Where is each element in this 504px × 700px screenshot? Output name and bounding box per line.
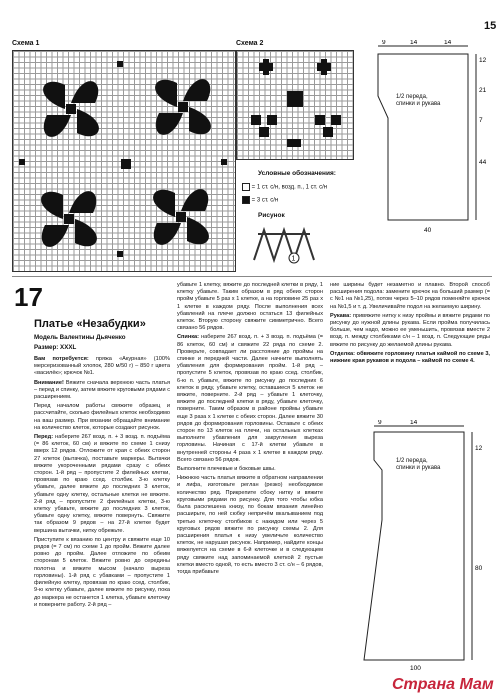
size-line: Размер: XXXL [34,344,77,351]
article-title: Платье «Незабудки» [34,318,146,330]
scheme2-motifs [237,51,353,159]
scheme1-label: Схема 1 [12,40,40,47]
dim-top-2: 14 [410,40,418,46]
dim-top-3: 14 [444,40,452,46]
section-divider [12,276,492,277]
dim-right-4: 44 [479,159,487,166]
front-finish-text: убавьте 1 клетку, вяжите до последней клетки в ряду, 1 клетку убавьте. Таким образом в ряд обеих сторон пройм убавьте 5 раз х 1 клетке, а на горловине 25 раз х 1 клетке в каждом ряду. После выполнения всех убавлений на плече должно остаться 13 филейных клеток. Вторую сторону свяжите симметрично. Всего связано 56 рядов. [177,282,323,332]
dim-right-1: 12 [479,57,487,64]
drawing-label: Рисунок [258,212,285,219]
dim-right-2: 80 [475,565,483,572]
seams-text: Выполните плечевые и боковые швы. [177,466,276,473]
flower-motifs [13,51,235,271]
empty-cell-icon [242,183,250,191]
front-text-cont: Приступите к вязанию по центру и свяжите еще 10 рядов (= 7 см) по схеме 1 до пройм. Вяжите далее ровно до пройм. Далее отложите по обеим сторонам 5 клеток. Вяжите ровно до середины полотна и вяжите мысом (начало выреза горловины). 1-й ряд с убавками – пропустите 1 филейную клетку, провязав по краю ссед. столбик, 9-ю клетку убавьте, далее вяжите по рисунку, пока до маркера не останется 1 клетка, убавьте клеточку и поверните работу. 2-й ряд – [34,536,170,608]
drawing-marker: 1 [291,255,296,263]
legend-item-2 [242,196,278,204]
front-heading: Перед: [34,434,54,441]
legend-title: Условные обозначения: [258,170,336,177]
pattern-bottom-label: 1/2 переда, спинки и рукава [396,458,441,471]
legend-item-1-text: = 1 ст. с/н, возд. п., 1 ст. с/н [251,184,328,191]
materials-heading: Вам потребуется: [34,356,89,362]
dim-top-2: 14 [410,420,418,426]
filled-cell-icon [242,196,250,204]
dim-right-3: 7 [479,117,483,124]
attention-text: Вяжите сначала верхнюю часть платья – перед и спинку, затем вяжите круговыми рядами с расширением. [34,379,170,401]
text-column-2 [177,282,323,578]
back-heading: Спинка: [177,334,200,341]
hem-text: ние ширины будет незаметно и плавно. Второй способ расширения подола: замените крючок на больший размер (= с №1 на №1,25), потом через 5–10 рядов поменяйте крючок на №1,5 и т. д. Увеличивайте подол на желаемую ширину. [330,282,490,310]
skirt-text: Нижнюю часть платья вяжите в обратном направлении и лифа, изготовьте реглан (резко) необходимое количество ряд. Прикрепите сбоку нитку и вяжите круговыми рядами по рисунку. Для того чтобы юбка была расклешена книзу, по бокам вязания линейно расширьте, по ней сюбку непричём вкалыванием под третью клеточку столбиков с накидом или через 5 круговых рядов вяжите по рисунку схемы 2. Для расширения платья к низу увеличьте количество клеток, не нарушая рисунок. Например, найдите концы вяжелуется на схеме в 6-й клеточке и в следующем ряду свяжите над запоминаемой клеткой 2 пустые клетки вместо одной, то есть вместо 3 ст. с/н – 6 рядов, тогда прибавьте [177,475,323,575]
model-author: Модель Валентины Дьяченко [34,334,126,341]
stitch-drawing [250,220,330,266]
scheme2-label: Схема 2 [236,40,264,47]
article-number: 17 [14,282,43,312]
legend-item-1 [242,183,327,191]
pattern-top [360,40,495,240]
text-column-3 [330,282,490,367]
pattern-top-label: 1/2 переда, спинки и рукава [396,94,441,107]
materials-text: пряжа «Акурная» (100% мерсеризованный хлопок, 280 м/50 г) – 850 г цвета «василёк»; крючок №1. [34,356,170,377]
dim-right-2: 21 [479,87,487,94]
scheme2-chart [236,50,354,160]
legend-item-2-text: = 3 ст. с/н [251,197,279,204]
sleeves-text: привяжите нитку к низу проймы и вяжите рядами по рисунку до нужной длины рукава. Если пройма получилась больше, чем надо, можно ее уменьшить, провязав вместе 2 возд. п. между столбиками с/н – 1 возд. п. Следующие ряды вяжите по рисунку до желаемой длины рукава. [330,312,490,348]
front-text: наберите 267 возд. п. + 3 возд. п. подъёма (= 86 клеток, 60 см) и вяжите по схеме 1 снизу вверх 12 рядов. Отложите от края с обеих сторон 27 клеток (вытачка), поставьте маркеры. Вытачки вяжите укороченными рядами сразу с обеих сторон. 1-й ряд – пропустите 2 филейных клетки, провязав по краю ссед. столбик. 3-ю клетку убавьте, далее вяжите до последних 3 клеток, убавьте одну клетку, остальные клетки не вяжите. 2-й ряд – пропустите 2 филейных клетки, 3-ю клетку убавьте, вяжите до последних 3 клеток, убавьте одну клетку, вяжите повернуть. Свяжите так образом 9 рядов – на 27-й клетке будет вершина вытачки, нитку обрежьте. [34,434,171,534]
page-number: 15 [484,20,497,32]
watermark: Страна Мам [392,676,494,693]
finishing-text: Отделка: обвяжите горловину платья каймой по схеме 3, нижние края рукавов и подола – каймой по схеме 4. [330,350,490,365]
dim-top-1: 9 [378,420,382,426]
dim-bottom: 100 [410,665,421,670]
sleeves-heading: Рукава: [330,312,352,319]
scheme1-chart [12,50,236,272]
dim-right-1: 12 [475,445,483,452]
attention-heading: Внимание! [34,379,64,386]
dim-top-1: 9 [382,40,386,46]
gauge-text: Перед началом работы свяжите образец и рассчитайте, сколько филейных клеток необходимо на ваш размер. При вязании обращайте внимание на количество клеток, которые создают рисунок. [34,403,170,431]
text-column-1 [34,356,170,611]
dim-bottom: 40 [424,227,432,234]
back-text: наберите 267 возд. п. + 3 возд. п. подъёма (= 86 клеток, 60 см) и свяжите 22 ряда по схеме 2. Проверьте, совпадает ли расстояние до проймы на спинке и передней части. Далее начните выполнять убавления для формирования пройм. 1-й ряд – пропустите 5 клеток, провязав по краю ссед. столбик, 6-ю п. убавьте, вяжите по рисунку до последних 6 клеток в ряду, убавьте клетку, оставшиеся 5 клеток не вяжите, поверните. 2-й ряд – убавьте 1 клеточку, вяжите до последней клетки в ряду, убавьте клеточку, поверните. Таким образом в районе проймы убавьте еще 3 раза х 1 клетке с обеих сторон. Далее вяжите 30 рядов до формирования горловины. Оставьте с обеих сторон по 13 клеток на плечи, на остальных клетках выполните убавления для закругления выреза горловины. Начиная с 17-й клетки убавьте в внутренней стороны 4 раза х 1 клетке в каждом ряду. Всего связано 56 рядов. [177,334,323,463]
